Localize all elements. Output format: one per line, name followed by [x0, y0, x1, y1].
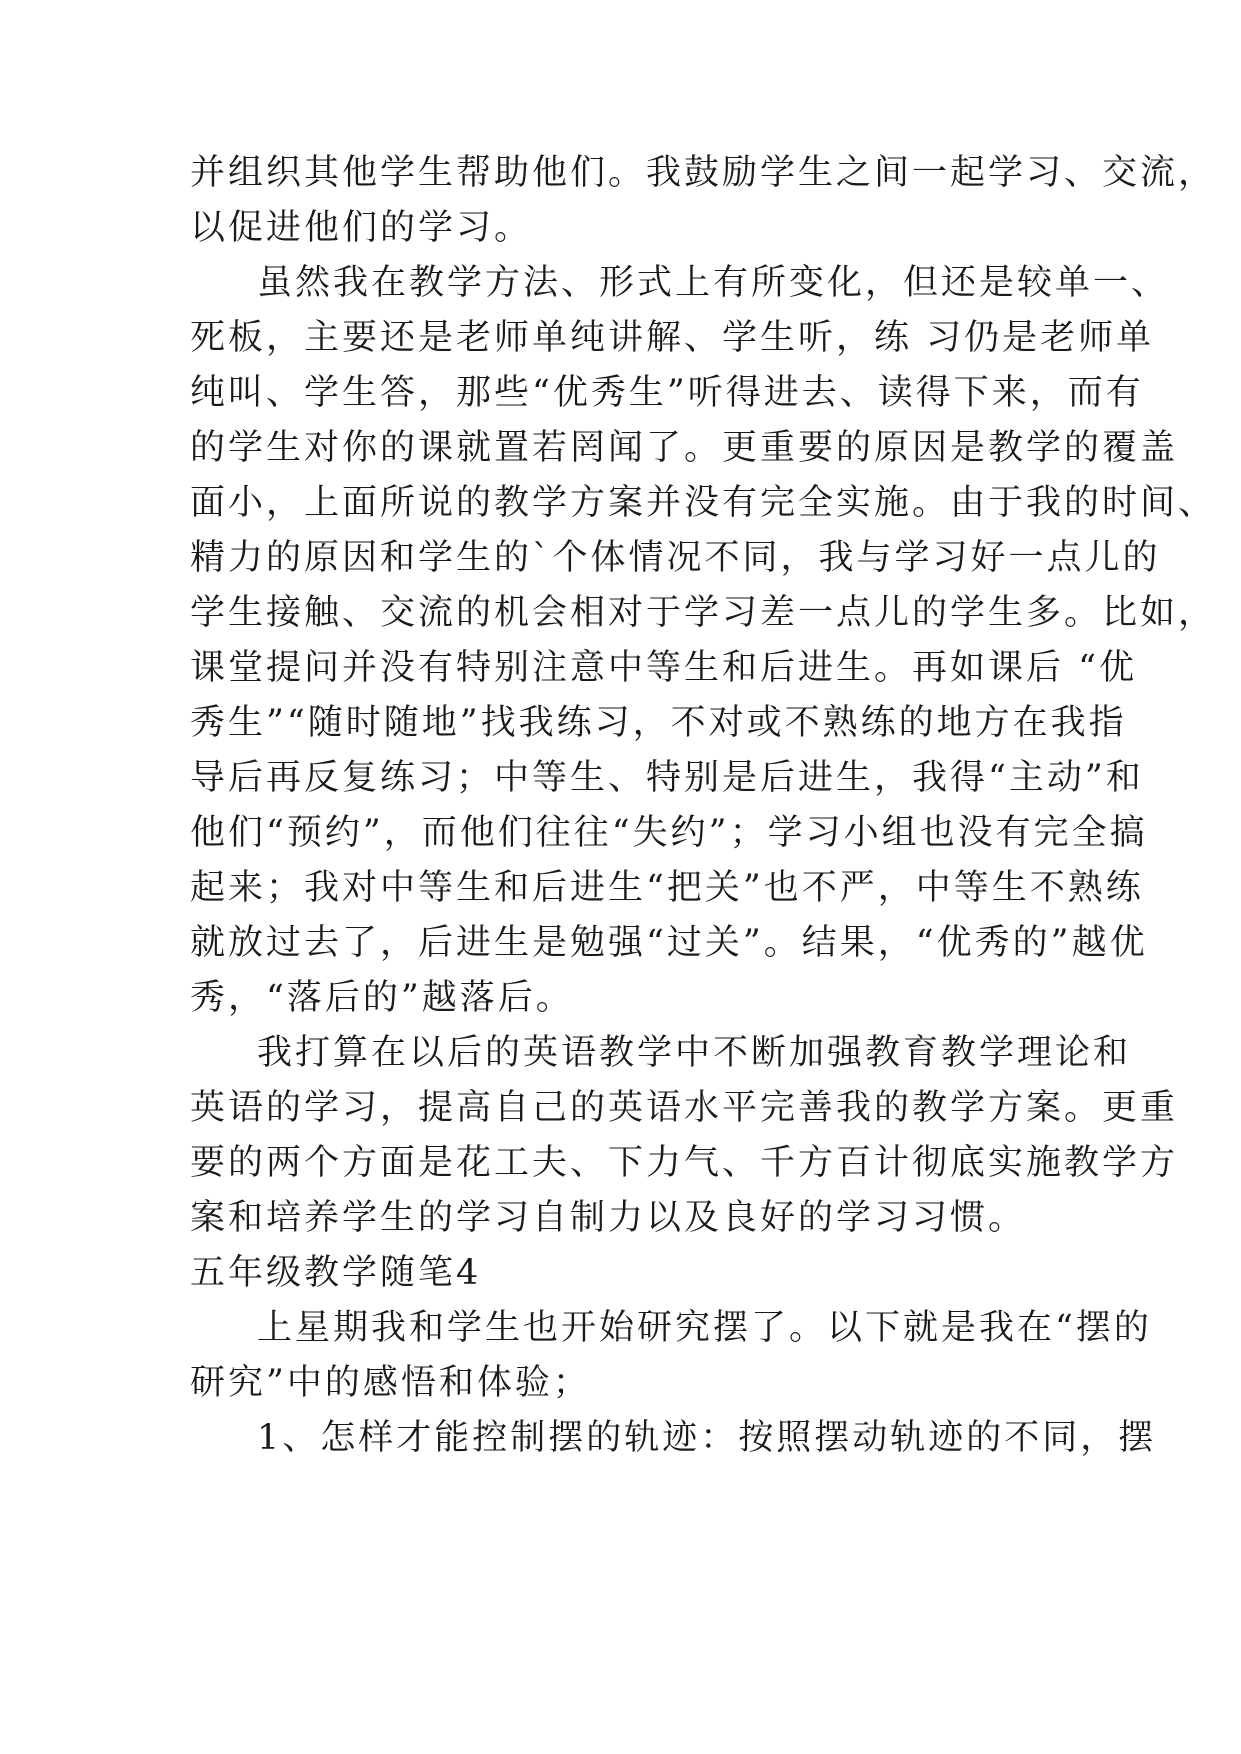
text-line: 精力的原因和学生的`个体情况不同，我与学习好一点儿的 [190, 538, 1161, 578]
section-heading: 五年级教学随笔4 [190, 1253, 482, 1293]
text-line: 导后再反复练习；中等生、特别是后进生，我得“主动”和 [190, 758, 1144, 798]
list-item-line: 1、怎样才能控制摆的轨迹：按照摆动轨迹的不同，摆 [257, 1418, 1157, 1458]
text-line: 英语的学习，提高自己的英语水平完善我的教学方案。更重 [190, 1088, 1179, 1128]
text-line: 他们“预约”，而他们往往“失约”；学习小组也没有完全搞 [190, 813, 1148, 853]
paragraph-start-line: 上星期我和学生也开始研究摆了。以下就是我在“摆的 [257, 1308, 1152, 1348]
text-line: 并组织其他学生帮助他们。我鼓励学生之间一起学习、交流， [190, 153, 1217, 193]
text-line: 的学生对你的课就置若罔闻了。更重要的原因是教学的覆盖 [190, 428, 1179, 468]
text-line: 死板，主要还是老师单纯讲解、学生听，练 习仍是老师单 [190, 318, 1155, 358]
text-line: 秀，“落后的”越落后。 [190, 978, 574, 1018]
paragraph-start-line: 我打算在以后的英语教学中不断加强教育教学理论和 [257, 1033, 1132, 1073]
text-line: 以促进他们的学习。 [190, 208, 533, 248]
text-line: 案和培养学生的学习自制力以及良好的学习习惯。 [190, 1198, 1027, 1238]
text-line: 课堂提问并没有特别注意中等生和后进生。再如课后 “优 [190, 648, 1138, 688]
text-line: 要的两个方面是花工夫、下力气、千方百计彻底实施教学方 [190, 1143, 1179, 1183]
paragraph-start-line: 虽然我在教学方法、形式上有所变化，但还是较单一、 [257, 263, 1170, 303]
text-line: 学生接触、交流的机会相对于学习差一点儿的学生多。比如， [190, 593, 1217, 633]
text-line: 面小，上面所说的教学方案并没有完全实施。由于我的时间、 [190, 483, 1217, 523]
text-line: 研究”中的感悟和体验； [190, 1363, 591, 1403]
text-line: 秀生”“随时随地”找我练习，不对或不熟练的地方在我指 [190, 703, 1127, 743]
text-line: 起来；我对中等生和后进生“把关”也不严，中等生不熟练 [190, 868, 1144, 908]
text-line: 纯叫、学生答，那些“优秀生”听得进去、读得下来，而有 [190, 373, 1144, 413]
text-line: 就放过去了，后进生是勉强“过关”。结果，“优秀的”越优 [190, 923, 1148, 963]
